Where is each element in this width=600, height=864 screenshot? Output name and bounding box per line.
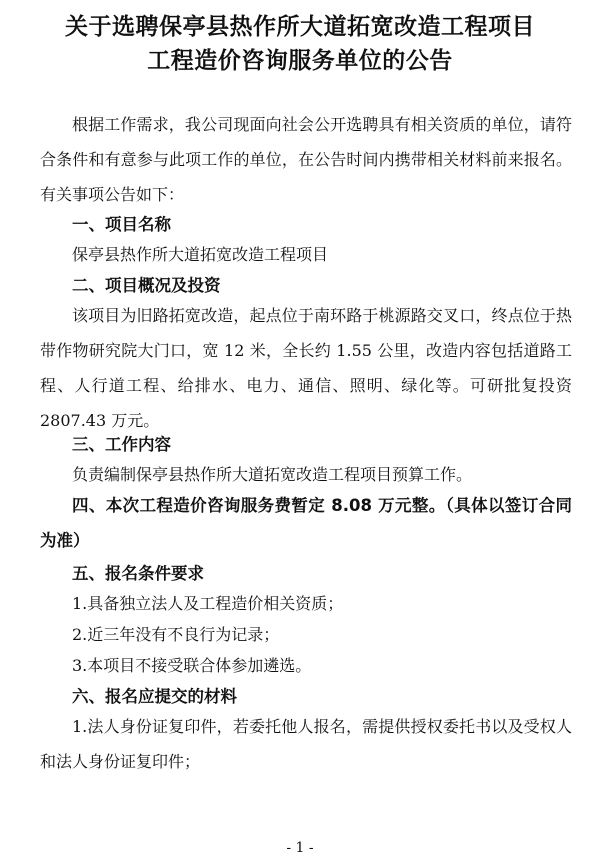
- section1-heading: 一、项目名称: [72, 215, 171, 234]
- section6-heading: 六、报名应提交的材料: [72, 687, 237, 706]
- section4-heading: 四、本次工程造价咨询服务费暂定 8.08 万元整。（具体以签订合同为准）: [40, 496, 572, 550]
- section3-text: 负责编制保亭县热作所大道拓宽改造工程项目预算工作。: [72, 465, 473, 484]
- section5-item-2: 2.近三年没有不良行为记录；: [72, 625, 280, 644]
- notice-title-line2: 工程造价咨询服务单位的公告: [147, 48, 453, 74]
- notice-title-line1: 关于选聘保亭县热作所大道拓宽改造工程项目: [65, 14, 535, 40]
- section2-heading: 二、项目概况及投资: [72, 276, 221, 295]
- section3-heading: 三、工作内容: [72, 435, 171, 454]
- page-number: - 1 -: [286, 840, 314, 856]
- section2-text: 该项目为旧路拓宽改造，起点位于南环路于桃源路交叉口，终点位于热带作物研究院大门口，宽 12 米，全长约 1.55 公里，改造内容包括道路工程、人行道工程、给排水、电力、通信、照明、绿化等。可研批复投资 2807.43 万元。: [40, 306, 572, 430]
- section1-text: 保亭县热作所大道拓宽改造工程项目: [72, 245, 329, 264]
- section5-heading: 五、报名条件要求: [72, 564, 204, 583]
- section6-item-1: 1.法人身份证复印件，若委托他人报名，需提供授权委托书以及受权人和法人身份证复印件；: [40, 717, 572, 771]
- section5-item-1: 1.具备独立法人及工程造价相关资质；: [72, 594, 344, 613]
- intro-paragraph: 根据工作需求，我公司现面向社会公开选聘具有相关资质的单位，请符合条件和有意参与此项工作的单位，在公告时间内携带相关材料前来报名。有关事项公告如下：: [40, 115, 572, 204]
- section5-item-3: 3.本项目不接受联合体参加遴选。: [72, 656, 312, 675]
